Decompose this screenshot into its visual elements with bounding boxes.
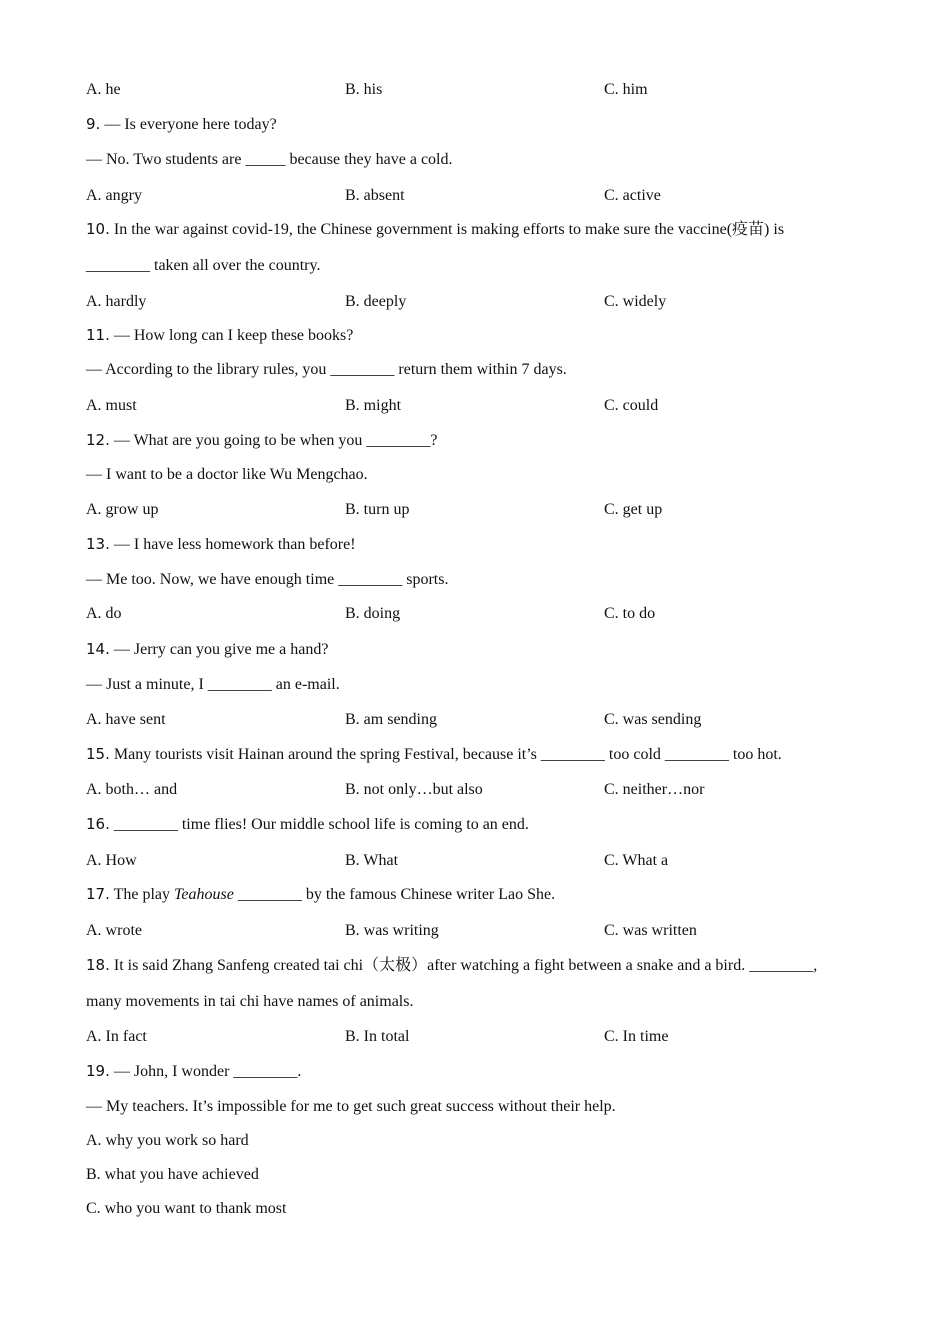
option-c[interactable]: C. active (604, 187, 661, 204)
option-b[interactable]: B. What (345, 852, 399, 869)
option-b[interactable]: B. what you have achieved (86, 1166, 259, 1183)
question-number: 16. (86, 815, 110, 833)
option-a[interactable]: A. he (86, 81, 121, 98)
question-number: 18. (86, 956, 110, 974)
question-18-continued: many movements in tai chi have names of animals. (86, 993, 414, 1010)
option-b[interactable]: B. might (345, 397, 402, 414)
question-15 (86, 744, 782, 765)
option-c[interactable]: C. get up (604, 501, 663, 518)
option-a[interactable]: A. angry (86, 187, 142, 204)
option-c[interactable]: C. What a (604, 852, 669, 869)
option-a[interactable]: A. hardly (86, 293, 147, 310)
option-c[interactable]: C. neither…nor (604, 781, 705, 798)
play-title: Teahouse (174, 886, 234, 903)
question-text: It is said Zhang Sanfeng created tai chi（太极）after watching a fight between a snake and a bird. ________, (113, 957, 818, 974)
option-b[interactable]: B. his (345, 81, 383, 98)
question-12 (86, 430, 438, 451)
question-number: 15. (86, 745, 110, 763)
question-13 (86, 534, 356, 555)
question-text: In the war against covid-19, the Chinese government is making efforts to make sure the vaccine(疫苗) is (113, 221, 785, 238)
question-18 (86, 955, 817, 976)
question-text: — John, I wonder ________. (113, 1063, 302, 1080)
option-b[interactable]: B. was writing (345, 922, 439, 939)
question-14 (86, 639, 328, 660)
option-c[interactable]: C. In time (604, 1028, 669, 1045)
question-11 (86, 325, 353, 346)
question-number: 19. (86, 1062, 110, 1080)
question-number: 9. (86, 115, 101, 133)
question-text: ________ by the famous Chinese writer Lao She. (233, 886, 556, 903)
question-16 (86, 814, 529, 835)
option-a[interactable]: A. wrote (86, 922, 142, 939)
question-text: — Jerry can you give me a hand? (113, 641, 329, 658)
option-a[interactable]: A. How (86, 852, 137, 869)
question-14-reply: — Just a minute, I ________ an e-mail. (86, 676, 340, 693)
option-c[interactable]: C. widely (604, 293, 667, 310)
option-b[interactable]: B. deeply (345, 293, 407, 310)
question-number: 17. (86, 885, 110, 903)
option-a[interactable]: A. have sent (86, 711, 166, 728)
question-9 (86, 114, 277, 135)
option-b[interactable]: B. am sending (345, 711, 437, 728)
question-text: — How long can I keep these books? (113, 327, 354, 344)
question-12-reply: — I want to be a doctor like Wu Mengchao. (86, 466, 368, 483)
question-13-reply: — Me too. Now, we have enough time ________ sports. (86, 571, 449, 588)
question-number: 13. (86, 535, 110, 553)
question-19 (86, 1061, 301, 1082)
question-text: — What are you going to be when you ________? (113, 432, 438, 449)
question-text: — I have less homework than before! (113, 536, 356, 553)
question-17 (86, 884, 555, 905)
option-c[interactable]: C. to do (604, 605, 656, 622)
question-text: — Is everyone here today? (104, 116, 277, 133)
option-c[interactable]: C. was written (604, 922, 697, 939)
option-a[interactable]: A. why you work so hard (86, 1132, 249, 1149)
option-c[interactable]: C. who you want to thank most (86, 1200, 287, 1217)
question-number: 11. (86, 326, 110, 344)
question-19-reply: — My teachers. It’s impossible for me to get such great success without their help. (86, 1098, 616, 1115)
question-10 (86, 219, 784, 240)
question-number: 10. (86, 220, 110, 238)
option-a[interactable]: A. must (86, 397, 137, 414)
option-b[interactable]: B. doing (345, 605, 401, 622)
option-b[interactable]: B. turn up (345, 501, 410, 518)
option-a[interactable]: A. do (86, 605, 122, 622)
option-c[interactable]: C. could (604, 397, 659, 414)
option-c[interactable]: C. was sending (604, 711, 702, 728)
option-a[interactable]: A. In fact (86, 1028, 147, 1045)
question-10-continued: ________ taken all over the country. (86, 257, 321, 274)
question-number: 14. (86, 640, 110, 658)
question-number: 12. (86, 431, 110, 449)
option-b[interactable]: B. not only…but also (345, 781, 483, 798)
question-9-reply: — No. Two students are _____ because they have a cold. (86, 151, 453, 168)
option-a[interactable]: A. grow up (86, 501, 159, 518)
option-a[interactable]: A. both… and (86, 781, 178, 798)
option-c[interactable]: C. him (604, 81, 648, 98)
question-11-reply: — According to the library rules, you ________ return them within 7 days. (86, 361, 567, 378)
question-text: Many tourists visit Hainan around the spring Festival, because it’s ________ too cold ________ too hot. (113, 746, 782, 763)
question-text: ________ time flies! Our middle school life is coming to an end. (113, 816, 529, 833)
option-b[interactable]: B. In total (345, 1028, 410, 1045)
option-b[interactable]: B. absent (345, 187, 405, 204)
question-text: The play (113, 886, 174, 903)
